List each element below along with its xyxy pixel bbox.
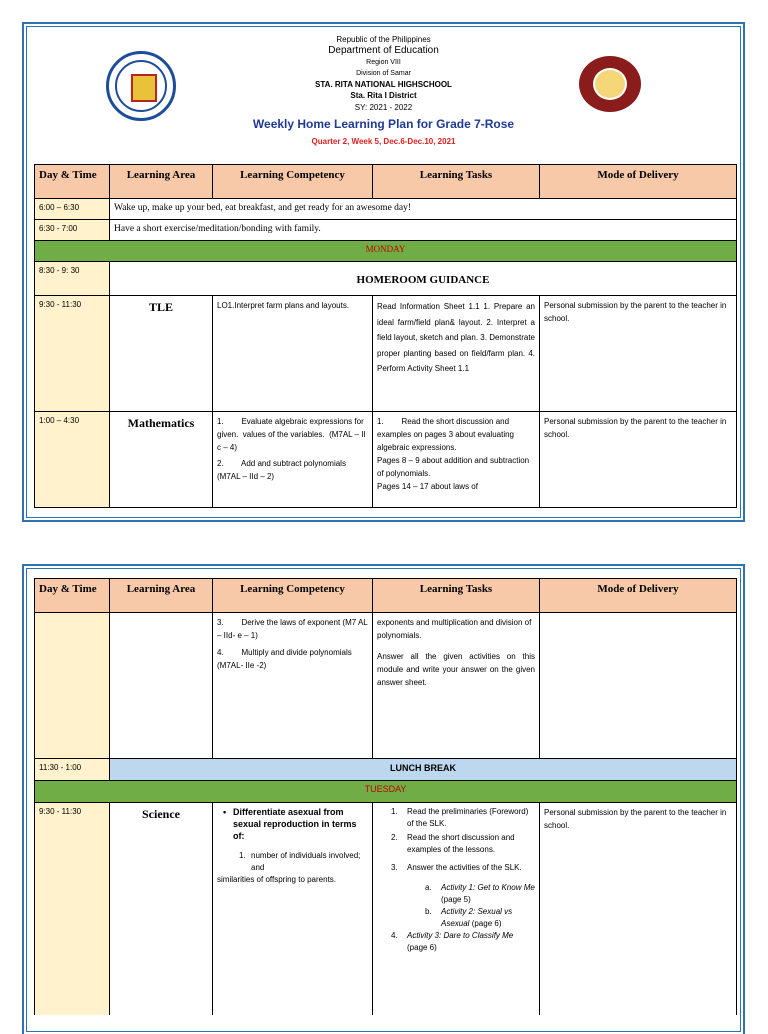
list-number: 1.	[391, 807, 398, 816]
learning-plan-table-2	[34, 578, 737, 1015]
list-letter: a.	[425, 883, 432, 892]
competency-item	[217, 850, 368, 874]
activity-page: (page 5)	[441, 895, 471, 904]
row-time: 11:30 - 1:00	[35, 759, 110, 781]
learning-competency	[213, 803, 373, 1015]
activity-name: Activity 1: Get to Know Me	[441, 883, 535, 892]
competency-heading	[217, 806, 368, 842]
table-row	[35, 759, 737, 781]
col-mode-of-delivery: Mode of Delivery	[540, 579, 737, 613]
task-item	[391, 862, 535, 874]
row-time: 6:00 – 6:30	[35, 199, 110, 220]
district-line: Sta. Rita I District	[350, 91, 417, 100]
task-item-text: Read the short discussion and examples of the lessons.	[407, 833, 515, 854]
list-number: 3.	[391, 863, 398, 872]
col-learning-tasks: Learning Tasks	[373, 165, 540, 199]
col-mode-of-delivery: Mode of Delivery	[540, 165, 737, 199]
list-number: 2.	[391, 833, 398, 842]
col-day-time: Day & Time	[35, 579, 110, 613]
lunch-break: LUNCH BREAK	[110, 759, 737, 781]
task-item	[391, 832, 535, 856]
learning-area: TLE	[110, 296, 213, 412]
learning-area: Science	[110, 803, 213, 1015]
learning-tasks	[373, 412, 540, 508]
region-line: Region VIII	[366, 59, 401, 66]
learning-plan-table-1	[34, 164, 737, 508]
activity-name: Activity 2: Sexual vs Asexual	[441, 907, 513, 928]
row-time	[35, 613, 110, 759]
competency-item: 4. Multiply and divide polynomials	[217, 648, 352, 657]
learning-competency	[213, 412, 373, 508]
letterhead	[24, 24, 743, 164]
row-activity: Have a short exercise/meditation/bonding with family.	[110, 220, 737, 241]
page-1	[22, 22, 745, 522]
row-time: 1:00 – 4:30	[35, 412, 110, 508]
row-activity: Wake up, make up your bed, eat breakfast, and get ready for an awesome day!	[110, 199, 737, 220]
mode-of-delivery: Personal submission by the parent to the teacher in school.	[540, 412, 737, 508]
learning-tasks: Read Information Sheet 1.1 1. Prepare an ideal farm/field plan& layout. 2. Interpret a field layout, sketch and plan. 3. Demonstrate proper planting based on field/farm plan. 4. Perform Activity Sheet 1.1	[373, 296, 540, 412]
task-item: exponents and multiplication and division of polynomials.	[377, 618, 532, 640]
school-year: SY: 2021 - 2022	[354, 103, 413, 112]
table-row	[35, 262, 737, 296]
mode-of-delivery	[540, 613, 737, 759]
republic-line: Republic of the Philippines	[336, 35, 431, 44]
task-item: Pages 8 – 9 about addition and subtraction of polynomials.	[377, 456, 530, 478]
competency-heading-text: Differentiate asexual from sexual reproduction in terms of:	[233, 807, 357, 841]
col-learning-area: Learning Area	[110, 579, 213, 613]
department-line: Department of Education	[328, 45, 439, 56]
homeroom-guidance: HOMEROOM GUIDANCE	[110, 262, 737, 296]
row-time: 6:30 - 7:00	[35, 220, 110, 241]
table-row	[35, 803, 737, 1015]
mode-of-delivery: Personal submission by the parent to the teacher in school.	[540, 296, 737, 412]
list-number: 4.	[391, 931, 398, 940]
task-item: 1. Read the short discussion and examples on pages 3 about evaluating algebraic expressions.	[377, 417, 517, 452]
task-subitem	[391, 882, 535, 906]
row-time: 8:30 - 9: 30	[35, 262, 110, 296]
competency-item: 2. Add and subtract polynomials (M7AL – IId – 2)	[217, 459, 349, 481]
table-row	[35, 296, 737, 412]
activity-name: Activity 3: Dare to Classify Me	[407, 931, 514, 940]
day-header-tuesday: TUESDAY	[35, 781, 737, 803]
col-learning-tasks: Learning Tasks	[373, 579, 540, 613]
task-item: Answer all the given activities on this module and write your answer on the given answer sheet.	[377, 652, 535, 687]
bullet-icon: •	[223, 807, 227, 817]
competency-item: 1. Evaluate algebraic expressions for given. values of the variables. (M7AL – II c – 4)	[217, 417, 368, 452]
page-2	[22, 564, 745, 1034]
task-item	[391, 806, 535, 830]
col-learning-competency: Learning Competency	[213, 165, 373, 199]
list-number: 1.	[239, 851, 246, 860]
col-day-time: Day & Time	[35, 165, 110, 199]
row-time: 9:30 - 11:30	[35, 803, 110, 1015]
plan-subtitle: Quarter 2, Week 5, Dec.6-Dec.10, 2021	[311, 137, 456, 146]
learning-area: Mathematics	[110, 412, 213, 508]
col-learning-competency: Learning Competency	[213, 579, 373, 613]
day-header-monday: MONDAY	[35, 241, 737, 262]
list-letter: b.	[425, 907, 432, 916]
competency-item: 3. Derive the laws of exponent (M7 AL – IId- e – 1)	[217, 618, 370, 640]
division-line: Division of Samar	[356, 70, 411, 77]
task-item-text: Answer the activities of the SLK.	[407, 863, 522, 872]
learning-tasks	[373, 803, 540, 1015]
competency-item-text: number of individuals involved; and	[251, 851, 361, 872]
task-item-text: Read the preliminaries (Foreword) of the SLK.	[407, 807, 529, 828]
task-subitem	[391, 906, 535, 930]
table-row	[35, 412, 737, 508]
plan-title: Weekly Home Learning Plan for Grade 7-Rose	[252, 117, 515, 131]
learning-competency	[213, 613, 373, 759]
learning-competency: LO1.Interpret farm plans and layouts.	[213, 296, 373, 412]
col-learning-area: Learning Area	[110, 165, 213, 199]
table-row	[35, 199, 737, 220]
table-row	[35, 220, 737, 241]
task-item	[391, 930, 535, 954]
table-row	[35, 613, 737, 759]
competency-item: similarities of offspring to parents.	[217, 875, 337, 884]
mode-of-delivery: Personal submission by the parent to the teacher in school.	[540, 803, 737, 1015]
activity-page: (page 6)	[469, 919, 502, 928]
task-item: Pages 14 – 17 about laws of	[377, 482, 478, 491]
row-time: 9:30 - 11:30	[35, 296, 110, 412]
activity-page: (page 6)	[407, 943, 437, 952]
learning-area	[110, 613, 213, 759]
school-name: STA. RITA NATIONAL HIGHSCHOOL	[315, 80, 452, 89]
competency-item: (M7AL- IIe -2)	[217, 661, 267, 670]
learning-tasks	[373, 613, 540, 759]
